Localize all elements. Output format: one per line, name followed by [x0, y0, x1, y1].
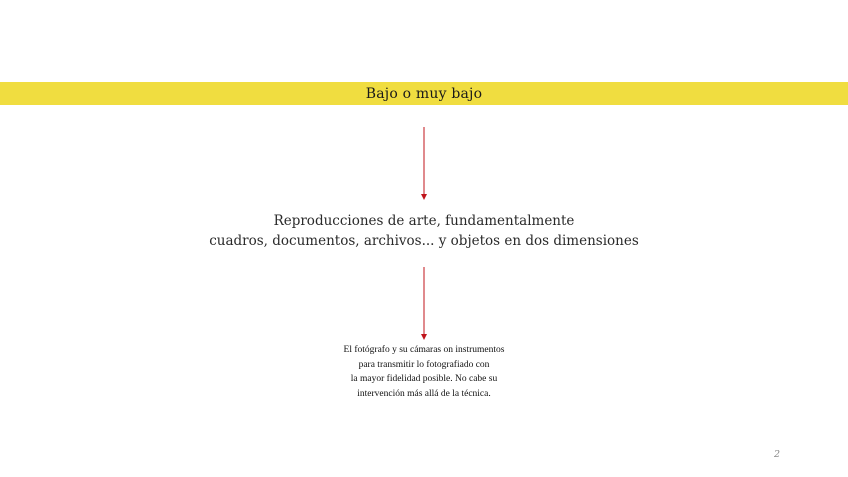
note-line-3: la mayor fidelidad posible. No cabe su — [350, 374, 498, 384]
photographer-note — [300, 343, 548, 401]
note-line-4: intervención más allá de la técnica. — [357, 388, 491, 399]
main-description — [0, 211, 848, 251]
title-banner — [0, 82, 848, 105]
main-line-1: Reproducciones de arte, fundamentalmente — [273, 213, 575, 229]
banner-title: Bajo o muy bajo — [365, 85, 483, 102]
note-line-2: para transmitir lo fotografiado con — [358, 359, 490, 370]
note-line-1: El fotógrafo y su cámaras on instrumentos — [343, 345, 505, 355]
page-number: 2 — [774, 449, 781, 460]
down-arrow-icon — [423, 267, 425, 341]
main-line-2: cuadros, documentos, archivos... y objetos en dos dimensiones — [209, 233, 639, 249]
down-arrow-icon — [423, 127, 425, 201]
